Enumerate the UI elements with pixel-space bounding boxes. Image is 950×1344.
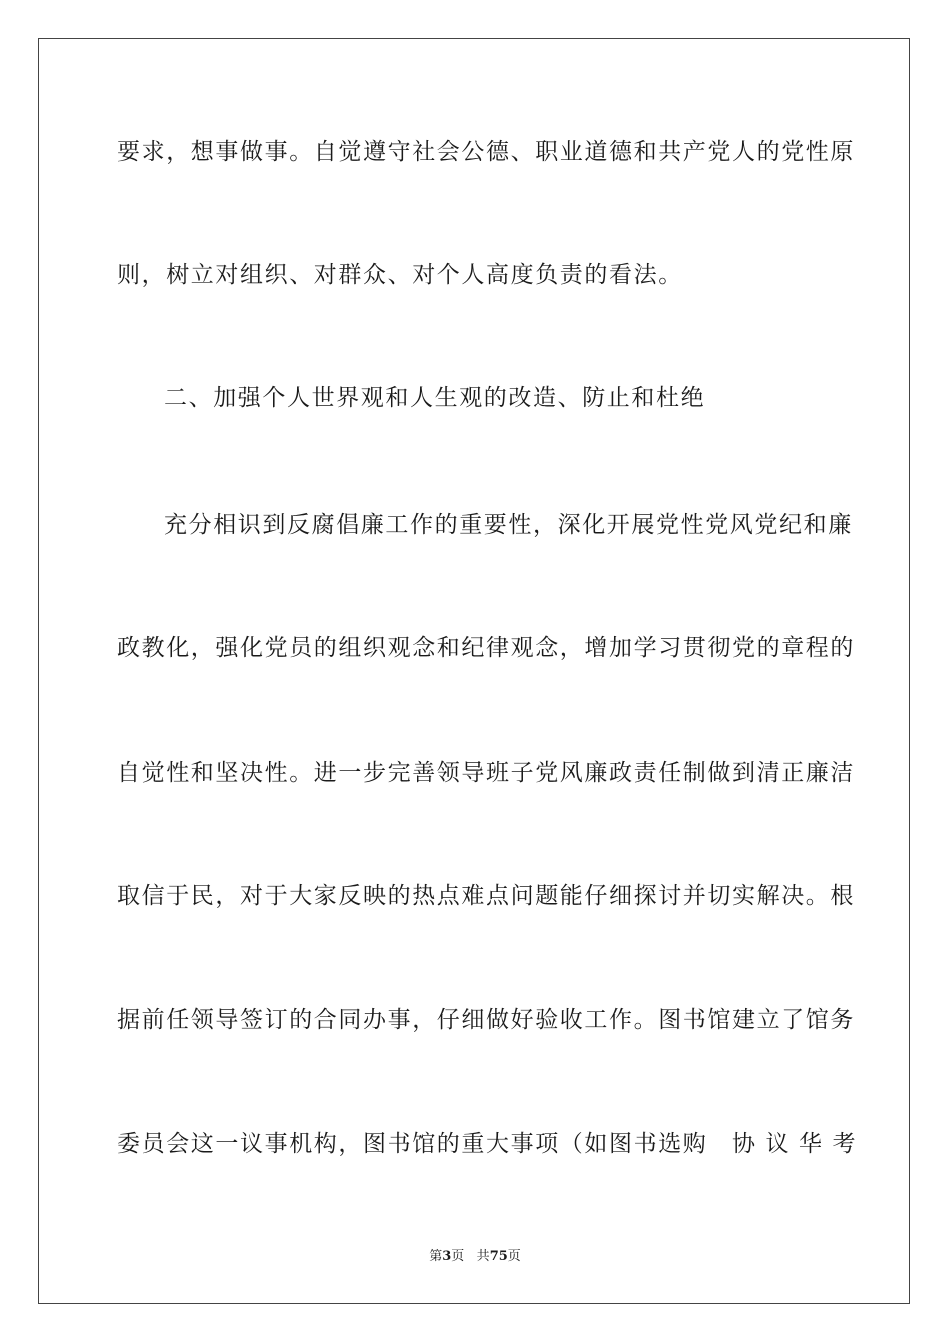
page-suffix: 页 — [451, 1249, 465, 1264]
body-text-line-3: 充分相识到反腐倡廉工作的重要性，深化开展党性党风党纪和廉 — [164, 512, 853, 538]
total-prefix: 共 — [476, 1249, 490, 1264]
body-text-line-7: 据前任领导签订的合同办事，仔细做好验收工作。图书馆建立了馆务 — [117, 1007, 855, 1033]
page-footer — [0, 1247, 950, 1267]
body-text-line-4: 政教化，强化党员的组织观念和纪律观念，增加学习贯彻党的章程的 — [117, 635, 855, 661]
page-prefix: 第 — [429, 1249, 443, 1264]
body-text-line-6: 取信于民，对于大家反映的热点难点问题能仔细探讨并切实解决。根 — [117, 883, 855, 909]
page-number: 3 — [442, 1249, 452, 1264]
body-text-line-2: 则，树立对组织、对群众、对个人高度负责的看法。 — [117, 262, 683, 288]
section-heading: 二、加强个人世界观和人生观的改造、防止和杜绝 — [164, 385, 706, 411]
body-text-line-5: 自觉性和坚决性。进一步完善领导班子党风廉政责任制做到清正廉洁 — [117, 760, 855, 786]
page-border — [38, 38, 910, 1304]
total-pages: 75 — [489, 1249, 508, 1264]
total-suffix: 页 — [507, 1249, 521, 1264]
body-text-line-8: 委员会这一议事机构，图书馆的重大事项（如图书选购 协 议 华 考 — [117, 1131, 858, 1157]
body-text-line-1: 要求，想事做事。自觉遵守社会公德、职业道德和共产党人的党性原 — [117, 139, 855, 165]
